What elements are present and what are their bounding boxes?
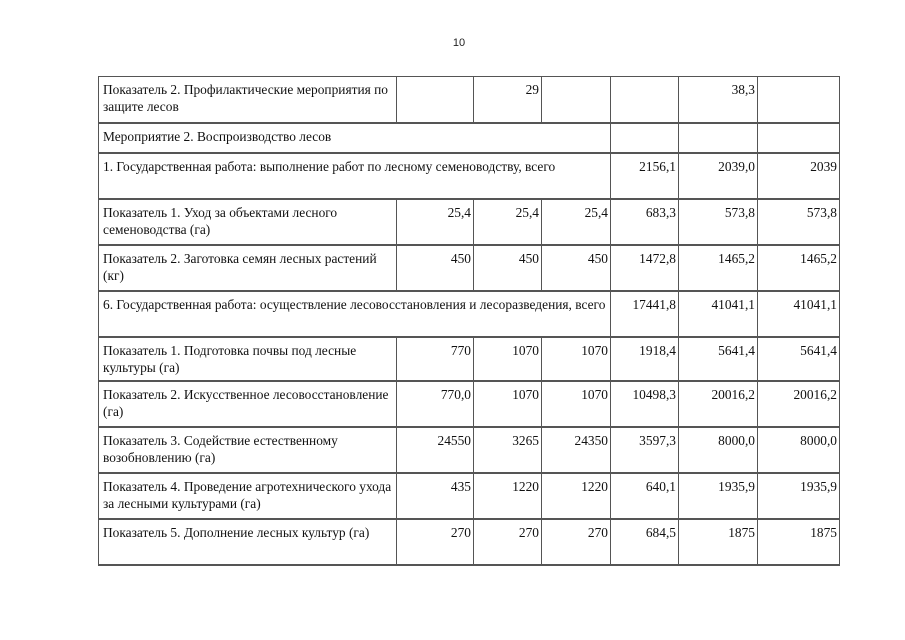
value-cell: 270 — [542, 519, 611, 565]
value-cell: 1220 — [542, 473, 611, 519]
table-row — [99, 473, 840, 519]
value-cell: 770,0 — [397, 381, 474, 427]
value-cell: 573,8 — [679, 199, 758, 245]
row-label: 6. Государственная работа: осуществление лесовосстановления и лесоразведения, всего — [99, 291, 611, 337]
row-label: Показатель 1. Уход за объектами лесного семеноводства (га) — [99, 199, 397, 245]
value-cell: 8000,0 — [679, 427, 758, 473]
data-table — [98, 76, 840, 566]
value-cell: 1070 — [474, 337, 542, 381]
value-cell: 38,3 — [679, 77, 758, 123]
value-cell: 10498,3 — [611, 381, 679, 427]
value-cell: 1220 — [474, 473, 542, 519]
value-cell: 450 — [397, 245, 474, 291]
row-label: Показатель 3. Содействие естественному возобновлению (га) — [99, 427, 397, 473]
value-cell: 24350 — [542, 427, 611, 473]
value-cell: 20016,2 — [679, 381, 758, 427]
value-cell — [542, 77, 611, 123]
value-cell: 450 — [474, 245, 542, 291]
value-cell: 1070 — [542, 381, 611, 427]
value-cell: 1875 — [758, 519, 840, 565]
value-cell: 640,1 — [611, 473, 679, 519]
value-cell: 770 — [397, 337, 474, 381]
value-cell: 1465,2 — [758, 245, 840, 291]
value-cell: 2039,0 — [679, 153, 758, 199]
value-cell — [397, 77, 474, 123]
row-label: Показатель 2. Профилактические мероприятия по защите лесов — [99, 77, 397, 123]
value-cell: 1070 — [474, 381, 542, 427]
value-cell — [611, 77, 679, 123]
value-cell: 41041,1 — [679, 291, 758, 337]
value-cell: 24550 — [397, 427, 474, 473]
value-cell: 20016,2 — [758, 381, 840, 427]
row-label: Показатель 2. Искусственное лесовосстановление (га) — [99, 381, 397, 427]
row-label: Показатель 5. Дополнение лесных культур (га) — [99, 519, 397, 565]
value-cell: 1465,2 — [679, 245, 758, 291]
value-cell — [679, 123, 758, 153]
row-label: Показатель 1. Подготовка почвы под лесные культуры (га) — [99, 337, 397, 381]
table-row — [99, 381, 840, 427]
value-cell: 450 — [542, 245, 611, 291]
value-cell: 29 — [474, 77, 542, 123]
value-cell: 25,4 — [397, 199, 474, 245]
value-cell: 684,5 — [611, 519, 679, 565]
value-cell: 17441,8 — [611, 291, 679, 337]
page-number: 10 — [452, 37, 466, 49]
table-row — [99, 123, 840, 153]
table-row — [99, 291, 840, 337]
value-cell: 5641,4 — [679, 337, 758, 381]
table-row — [99, 153, 840, 199]
value-cell: 435 — [397, 473, 474, 519]
value-cell: 25,4 — [542, 199, 611, 245]
value-cell: 2039 — [758, 153, 840, 199]
value-cell: 5641,4 — [758, 337, 840, 381]
value-cell: 1070 — [542, 337, 611, 381]
value-cell: 1918,4 — [611, 337, 679, 381]
row-label: Показатель 2. Заготовка семян лесных растений (кг) — [99, 245, 397, 291]
value-cell: 573,8 — [758, 199, 840, 245]
table-row — [99, 199, 840, 245]
value-cell: 683,3 — [611, 199, 679, 245]
table-row — [99, 337, 840, 381]
value-cell: 1472,8 — [611, 245, 679, 291]
value-cell: 3597,3 — [611, 427, 679, 473]
row-label: Показатель 4. Проведение агротехнического ухода за лесными культурами (га) — [99, 473, 397, 519]
value-cell: 8000,0 — [758, 427, 840, 473]
value-cell: 1935,9 — [758, 473, 840, 519]
table-row — [99, 245, 840, 291]
value-cell: 25,4 — [474, 199, 542, 245]
value-cell — [758, 123, 840, 153]
value-cell: 2156,1 — [611, 153, 679, 199]
value-cell — [758, 77, 840, 123]
table-row — [99, 77, 840, 123]
value-cell: 3265 — [474, 427, 542, 473]
value-cell — [611, 123, 679, 153]
value-cell: 1875 — [679, 519, 758, 565]
value-cell: 270 — [397, 519, 474, 565]
table-row — [99, 519, 840, 565]
row-label: Мероприятие 2. Воспроизводство лесов — [99, 123, 611, 153]
value-cell: 41041,1 — [758, 291, 840, 337]
row-label: 1. Государственная работа: выполнение работ по лесному семеноводству, всего — [99, 153, 611, 199]
table-row — [99, 427, 840, 473]
value-cell: 1935,9 — [679, 473, 758, 519]
value-cell: 270 — [474, 519, 542, 565]
